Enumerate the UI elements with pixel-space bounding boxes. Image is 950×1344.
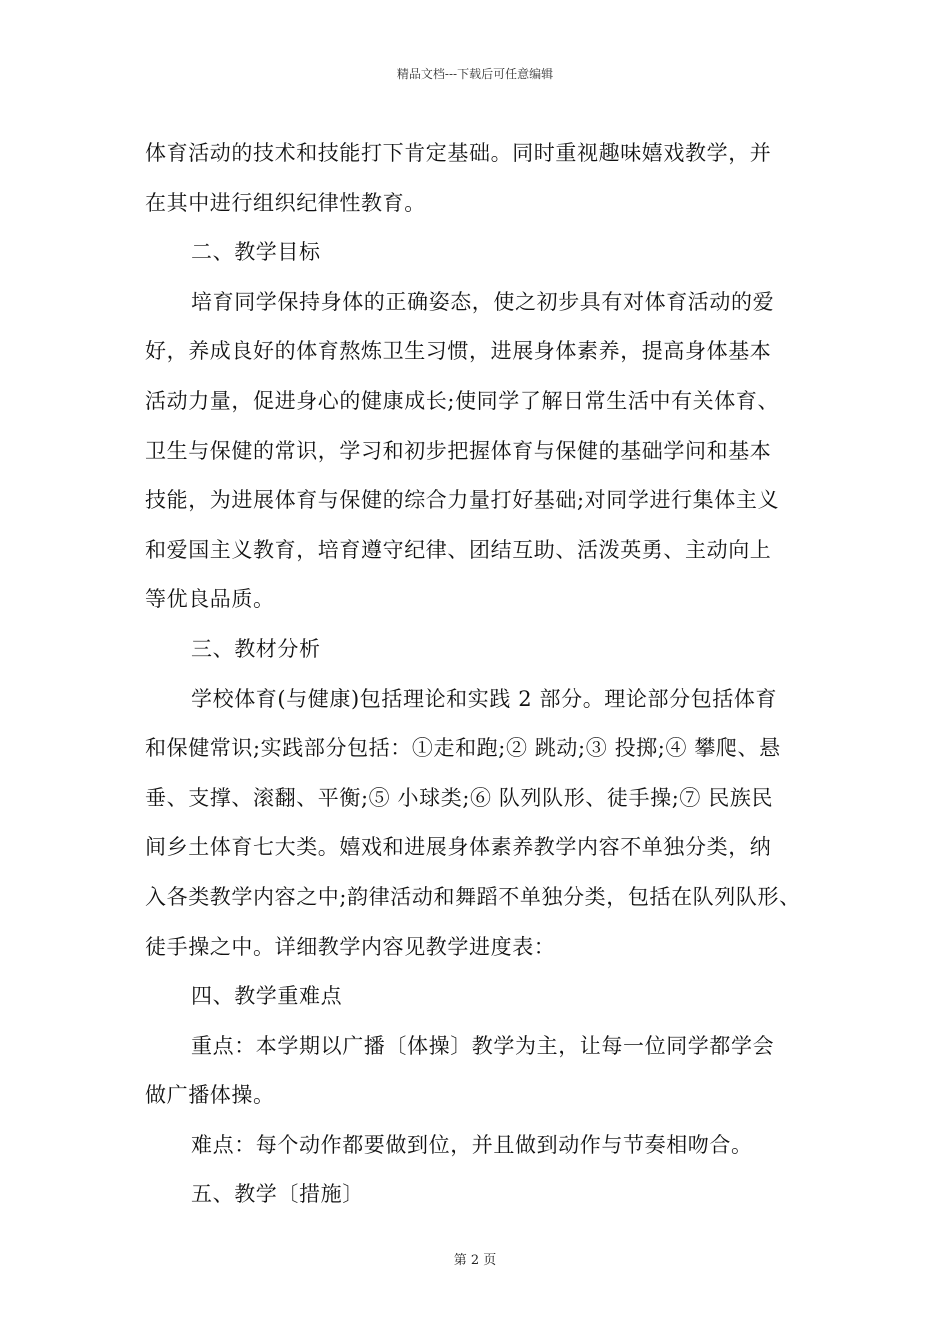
paragraph-start-line: 学校体育(与健康)包括理论和实践 2 部分。理论部分包括体育 [191,686,778,711]
section-heading: 三、教材分析 [191,636,321,661]
body-line: 技能，为进展体育与保健的综合力量打好基础;对同学进行集体主义 [145,488,780,513]
body-line: 好，养成良好的体育熬炼卫生习惯，进展身体素养，提高身体基本 [145,339,772,364]
page-header: 精品文档---下载后可任意编辑 [396,67,554,81]
body-line: 垂、支撑、滚翻、平衡;⑤ 小球类;⑥ 队列队形、徒手操;⑦ 民族民 [145,785,774,810]
body-line: 徒手操之中。详细教学内容见教学进度表： [145,934,556,959]
paragraph-start-line: 难点：每个动作都要做到位，并且做到动作与节奏相吻合。 [191,1132,753,1157]
body-line: 在其中进行组织纪律性教育。 [145,190,426,215]
body-line: 等优良品质。 [145,587,275,612]
paragraph-start-line: 重点：本学期以广播〔体操〕教学为主，让每一位同学都学会 [191,1033,775,1058]
body-line: 入各类教学内容之中;韵律活动和舞蹈不单独分类，包括在队列队形、 [145,884,801,909]
body-line: 体育活动的技术和技能打下肯定基础。同时重视趣味嬉戏教学，并 [145,141,772,165]
body-line: 做广播体操。 [145,1083,275,1108]
paragraph-start-line: 培育同学保持身体的正确姿态，使之初步具有对体育活动的爱 [191,289,775,314]
document-body [145,129,825,1220]
section-heading: 四、教学重难点 [191,984,343,1009]
body-line: 和爱国主义教育，培育遵守纪律、团结互助、活泼英勇、主动向上 [145,537,772,562]
page-number: 第 2 页 [453,1253,497,1268]
section-heading: 五、教学〔措施〕 [191,1182,364,1207]
body-line: 间乡土体育七大类。嬉戏和进展身体素养教学内容不单独分类，纳 [145,835,772,860]
body-line: 卫生与保健的常识，学习和初步把握体育与保健的基础学问和基本 [145,438,772,463]
body-line: 和保健常识;实践部分包括：①走和跑;② 跳动;③ 投掷;④ 攀爬、悬 [145,736,781,761]
body-line: 活动力量，促进身心的健康成长;使同学了解日常生活中有关体育、 [145,388,780,413]
section-heading: 二、教学目标 [191,240,321,265]
